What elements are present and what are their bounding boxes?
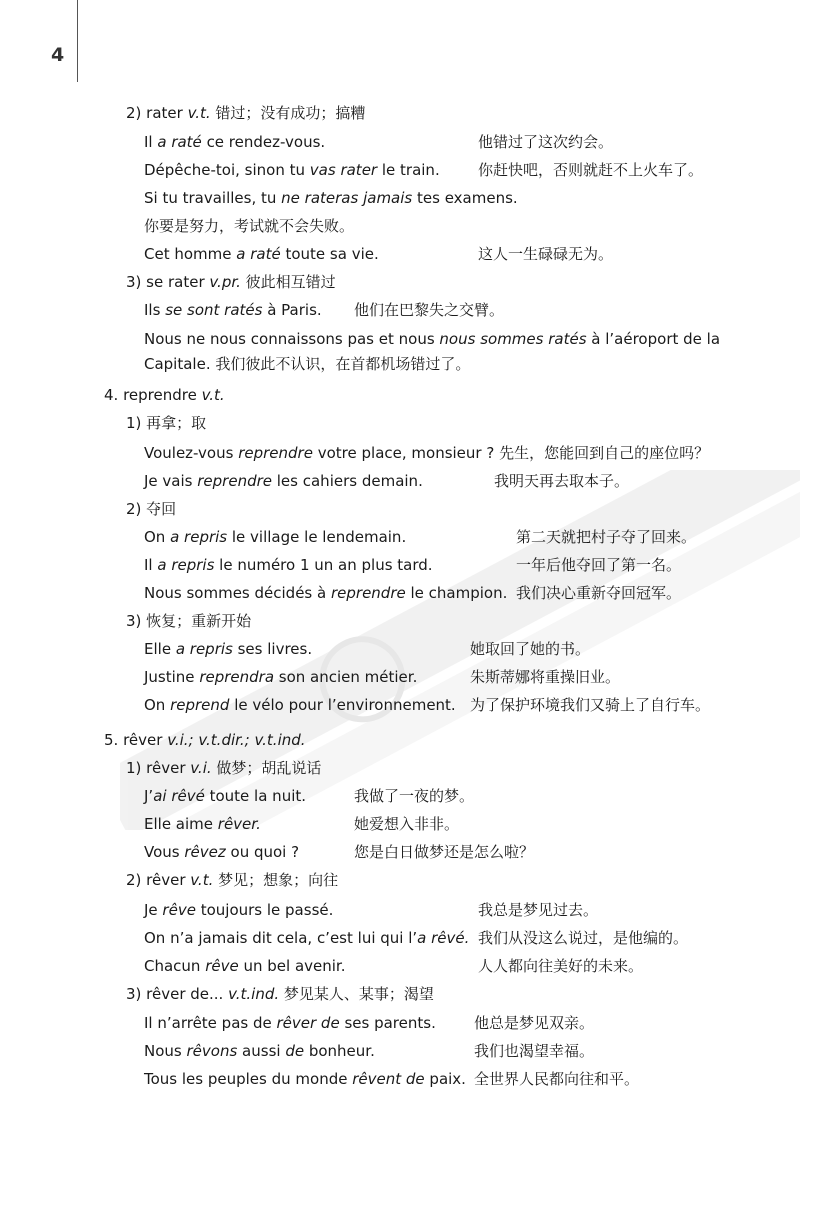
chinese-translation: 我们从没这么说过，是他编的。 [478, 929, 689, 947]
chinese-translation: 我明天再去取本子。 [494, 472, 630, 490]
italic-term: reprendre [197, 472, 272, 490]
entry-line [144, 555, 433, 575]
text-segment: 彼此相互错过 [240, 273, 336, 291]
text-segment: 2) rater [126, 104, 188, 122]
entry-line [144, 786, 306, 806]
text-segment: 4. reprendre [104, 386, 202, 404]
italic-term: rêver. [217, 815, 261, 833]
entry-line [126, 984, 434, 1004]
text-segment: Capitale. 我们彼此不认识，在首都机场错过了。 [144, 355, 471, 373]
italic-term: se sont ratés [165, 301, 263, 319]
chinese-translation: 他总是梦见双亲。 [474, 1014, 595, 1032]
italic-term: vas rater [309, 161, 378, 179]
text-segment: Ils [144, 301, 166, 319]
italic-term: v.i. [190, 759, 212, 777]
text-segment: Il [144, 133, 158, 151]
entry-line [126, 499, 176, 519]
entry-line [144, 1069, 466, 1089]
italic-term: reprendra [199, 668, 275, 686]
entry-line [144, 667, 417, 687]
text-segment: aussi [237, 1042, 286, 1060]
italic-term: ne rateras jamais [281, 189, 413, 207]
chinese-translation: 您是白日做梦还是怎么啦？ [354, 843, 535, 861]
text-segment: les cahiers demain. [272, 472, 423, 490]
chinese-translation: 我做了一夜的梦。 [354, 787, 475, 805]
text-segment: le village le lendemain. [227, 528, 407, 546]
text-segment: le numéro 1 un an plus tard. [214, 556, 433, 574]
entry-line [144, 900, 333, 920]
text-segment: ses livres. [232, 640, 313, 658]
text-segment: Cet homme [144, 245, 237, 263]
text-segment: toute la nuit. [204, 787, 307, 805]
entry-line [144, 188, 518, 208]
text-segment: le champion. [405, 584, 508, 602]
text-segment: 错过；没有成功；搞糟 [210, 104, 366, 122]
text-segment: 1) 再拿；取 [126, 414, 207, 432]
text-segment: Nous sommes décidés à [144, 584, 331, 602]
chinese-translation: 朱斯蒂娜将重操旧业。 [470, 668, 621, 686]
text-segment: 3) rêver de... [126, 985, 229, 1003]
chinese-translation: 这人一生碌碌无为。 [478, 245, 614, 263]
chinese-translation: 全世界人民都向往和平。 [474, 1070, 640, 1088]
entry-line [126, 272, 336, 292]
chinese-translation: 我们决心重新夺回冠军。 [516, 584, 682, 602]
text-segment: toute sa vie. [280, 245, 379, 263]
text-segment: 你要是努力，考试就不会失败。 [144, 217, 355, 235]
text-segment: 梦见某人、某事；渴望 [279, 985, 434, 1003]
italic-term: ai rêvé [153, 787, 205, 805]
text-segment: 2) 夺回 [126, 500, 177, 518]
text-segment: Nous [144, 1042, 187, 1060]
entry-line [126, 611, 251, 631]
text-segment: toujours le passé. [195, 901, 334, 919]
text-segment: votre place, monsieur ? 先生，您能回到自己的座位吗？ [312, 444, 710, 462]
text-segment: son ancien métier. [274, 668, 418, 686]
italic-term: rêvez [184, 843, 226, 861]
entry-line [144, 695, 456, 715]
text-segment: Elle [144, 640, 176, 658]
chinese-translation: 他们在巴黎失之交臂。 [354, 301, 505, 319]
italic-term: rêvons [186, 1042, 238, 1060]
entry-line [144, 132, 325, 152]
italic-term: rêve [205, 957, 239, 975]
italic-term: v.t. [201, 386, 225, 404]
chinese-translation: 她爱想入非非。 [354, 815, 460, 833]
italic-term: de [285, 1042, 305, 1060]
text-segment: le vélo pour l’environnement. [229, 696, 456, 714]
entry-line [144, 160, 440, 180]
italic-term: a raté [236, 245, 281, 263]
italic-term: a rêvé. [417, 929, 470, 947]
text-segment: tes examens. [412, 189, 518, 207]
entry-line [104, 385, 225, 405]
italic-term: a raté [157, 133, 202, 151]
entry-line [144, 842, 299, 862]
italic-term: rêver de [276, 1014, 340, 1032]
text-segment: à Paris. [262, 301, 322, 319]
entry-line [144, 928, 469, 948]
entry-line [144, 639, 312, 659]
chinese-translation: 你赶快吧，否则就赶不上火车了。 [478, 161, 704, 179]
entry-line [144, 471, 423, 491]
entry-line [144, 1013, 436, 1033]
entry-line [144, 956, 345, 976]
entry-line [144, 300, 322, 320]
chinese-translation: 我总是梦见过去。 [478, 901, 599, 919]
italic-term: reprendre [238, 444, 313, 462]
text-segment: un bel avenir. [238, 957, 346, 975]
text-segment: à l’aéroport de la [586, 330, 721, 348]
text-segment: Tous les peuples du monde [144, 1070, 353, 1088]
text-segment: Il [144, 556, 158, 574]
text-segment: On n’a jamais dit cela, c’est lui qui l’ [144, 929, 418, 947]
text-segment: ce rendez-vous. [201, 133, 326, 151]
chinese-translation: 他错过了这次约会。 [478, 133, 614, 151]
text-segment: Voulez-vous [144, 444, 239, 462]
italic-term: rêvent de [352, 1070, 425, 1088]
italic-term: v.pr. [209, 273, 241, 291]
chinese-translation: 为了保护环境我们又骑上了自行车。 [470, 696, 711, 714]
italic-term: v.t.ind. [228, 985, 280, 1003]
text-segment: Vous [144, 843, 185, 861]
text-segment: ou quoi ? [225, 843, 300, 861]
italic-term: reprend [170, 696, 230, 714]
italic-term: v.t. [187, 104, 211, 122]
text-segment: Dépêche-toi, sinon tu [144, 161, 310, 179]
text-segment: le train. [377, 161, 440, 179]
text-segment: Je [144, 901, 163, 919]
entry-line [144, 216, 354, 236]
text-segment: On [144, 696, 171, 714]
text-segment: Justine [144, 668, 200, 686]
text-segment: paix. [424, 1070, 466, 1088]
chinese-translation: 我们也渴望幸福。 [474, 1042, 595, 1060]
text-segment: ses parents. [339, 1014, 436, 1032]
text-segment: 3) se rater [126, 273, 210, 291]
text-segment: 2) rêver [126, 871, 191, 889]
entry-line [126, 870, 338, 890]
italic-term: a repris [157, 556, 215, 574]
italic-term: nous sommes ratés [439, 330, 587, 348]
italic-term: v.i.; v.t.dir.; v.t.ind. [167, 731, 306, 749]
italic-term: a repris [175, 640, 233, 658]
chinese-translation: 她取回了她的书。 [470, 640, 591, 658]
entry-line [144, 443, 709, 463]
entry-line [144, 1041, 375, 1061]
chinese-translation: 人人都向往美好的未来。 [478, 957, 644, 975]
entry-line [144, 354, 470, 374]
text-segment: Elle aime [144, 815, 218, 833]
entry-line [126, 413, 206, 433]
entry-line [104, 730, 306, 750]
text-segment: 3) 恢复；重新开始 [126, 612, 252, 630]
text-segment: Chacun [144, 957, 206, 975]
text-segment: 1) rêver [126, 759, 191, 777]
entry-line [144, 814, 261, 834]
text-segment: Si tu travailles, tu [144, 189, 282, 207]
entry-line [144, 329, 720, 349]
page-number: 4 [51, 44, 65, 66]
text-segment: 梦见；想象；向往 [213, 871, 339, 889]
italic-term: a repris [170, 528, 228, 546]
entry-line [126, 758, 321, 778]
text-segment: J’ [144, 787, 154, 805]
italic-term: rêve [162, 901, 196, 919]
text-segment: On [144, 528, 171, 546]
margin-rule [77, 0, 78, 82]
entry-line [144, 527, 406, 547]
text-segment: bonheur. [304, 1042, 375, 1060]
text-segment: Il n’arrête pas de [144, 1014, 277, 1032]
entry-line [144, 244, 379, 264]
entry-line [126, 103, 365, 123]
italic-term: v.t. [190, 871, 214, 889]
italic-term: reprendre [330, 584, 406, 602]
text-segment: Je vais [144, 472, 198, 490]
chinese-translation: 第二天就把村子夺了回来。 [516, 528, 697, 546]
entry-line [144, 583, 507, 603]
text-segment: Nous ne nous connaissons pas et nous [144, 330, 440, 348]
chinese-translation: 一年后他夺回了第一名。 [516, 556, 682, 574]
text-segment: 5. rêver [104, 731, 168, 749]
text-segment: 做梦；胡乱说话 [211, 759, 322, 777]
